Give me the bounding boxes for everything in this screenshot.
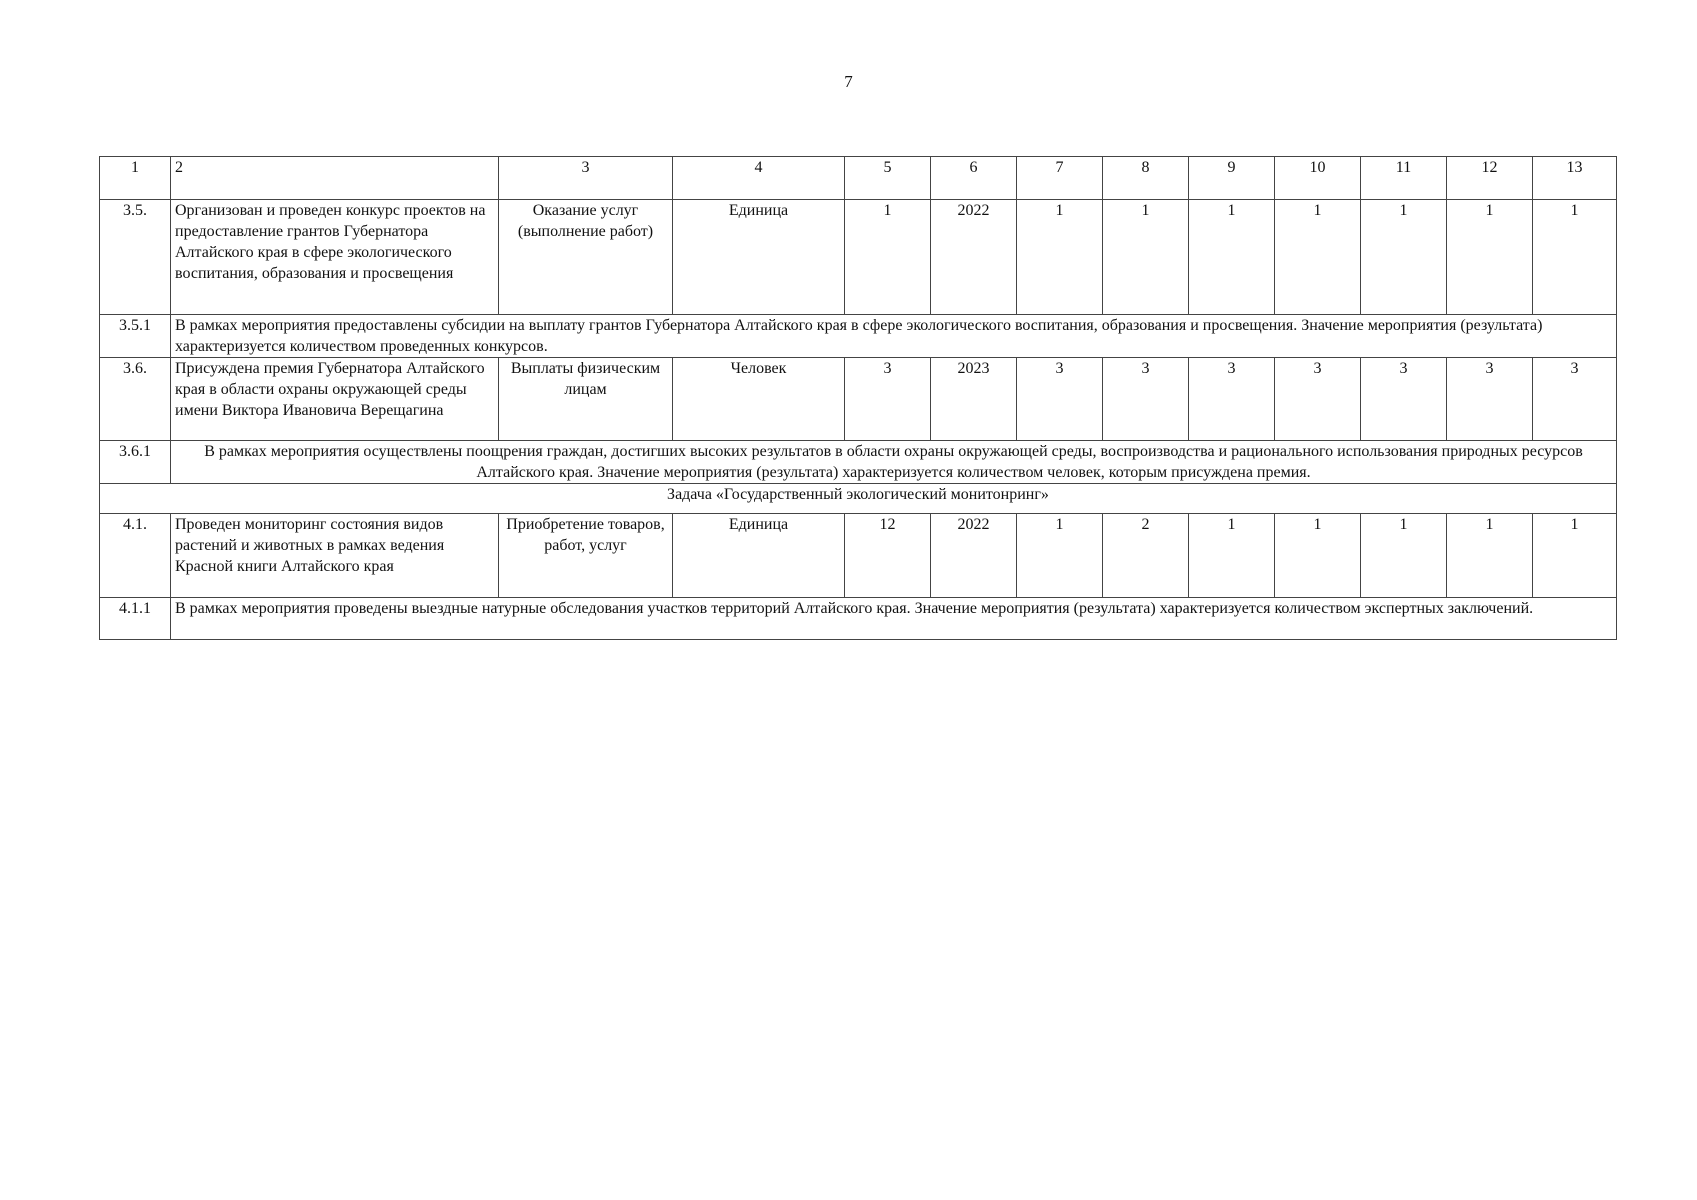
value-cell: 3	[1361, 358, 1447, 441]
value-cell: 2	[1103, 514, 1189, 598]
description-row	[100, 598, 1617, 640]
description-row	[100, 315, 1617, 358]
header-cell: 12	[1447, 157, 1533, 200]
base-value: 1	[845, 200, 931, 315]
value-cell: 1	[1103, 200, 1189, 315]
header-cell: 2	[171, 157, 499, 200]
description-text: В рамках мероприятия предоставлены субсидии на выплату грантов Губернатора Алтайского края в сфере экологического воспитания, образования и просвещения. Значение мероприятия (результата) характеризуется количеством проведенных конкурсов.	[171, 315, 1617, 358]
base-year: 2022	[931, 200, 1017, 315]
value-cell: 3	[1533, 358, 1617, 441]
event-type: Оказание услуг (выполнение работ)	[499, 200, 673, 315]
value-cell: 3	[1017, 358, 1103, 441]
value-cell: 1	[1017, 514, 1103, 598]
event-name: Проведен мониторинг состояния видов растений и животных в рамках ведения Красной книги Алтайского края	[171, 514, 499, 598]
row-number: 3.6.1	[100, 441, 171, 484]
event-type: Приобретение товаров, работ, услуг	[499, 514, 673, 598]
header-cell: 8	[1103, 157, 1189, 200]
base-year: 2022	[931, 514, 1017, 598]
value-cell: 3	[1447, 358, 1533, 441]
value-cell: 3	[1189, 358, 1275, 441]
value-cell: 1	[1447, 514, 1533, 598]
page-number: 7	[844, 72, 853, 91]
value-cell: 1	[1533, 514, 1617, 598]
value-cell: 1	[1189, 200, 1275, 315]
column-number-row	[100, 157, 1617, 200]
value-cell: 3	[1103, 358, 1189, 441]
description-text: В рамках мероприятия осуществлены поощрения граждан, достигших высоких результатов в области охраны окружающей среды, воспроизводства и рационального использования природных ресурсов Алтайского края. Значение мероприятия (результата) характеризуется количеством человек, которым присуждена премия.	[171, 441, 1617, 484]
row-number: 4.1.	[100, 514, 171, 598]
header-cell: 4	[673, 157, 845, 200]
task-heading-row	[100, 484, 1617, 514]
header-cell: 10	[1275, 157, 1361, 200]
event-name: Организован и проведен конкурс проектов на предоставление грантов Губернатора Алтайского края в сфере экологического воспитания, образования и просвещения	[171, 200, 499, 315]
value-cell: 1	[1017, 200, 1103, 315]
event-type: Выплаты физическим лицам	[499, 358, 673, 441]
value-cell: 3	[1275, 358, 1361, 441]
row-number: 3.5.1	[100, 315, 171, 358]
row-number: 3.6.	[100, 358, 171, 441]
table-row	[100, 200, 1617, 315]
value-cell: 1	[1275, 514, 1361, 598]
table-row	[100, 514, 1617, 598]
base-value: 3	[845, 358, 931, 441]
task-heading: Задача «Государственный экологический монитонринг»	[100, 484, 1617, 514]
header-cell: 9	[1189, 157, 1275, 200]
unit: Единица	[673, 514, 845, 598]
description-row	[100, 441, 1617, 484]
header-cell: 5	[845, 157, 931, 200]
unit: Единица	[673, 200, 845, 315]
row-number: 3.5.	[100, 200, 171, 315]
value-cell: 1	[1447, 200, 1533, 315]
header-cell: 1	[100, 157, 171, 200]
base-year: 2023	[931, 358, 1017, 441]
event-name: Присуждена премия Губернатора Алтайского края в области охраны окружающей среды имени Виктора Ивановича Верещагина	[171, 358, 499, 441]
base-value: 12	[845, 514, 931, 598]
row-number: 4.1.1	[100, 598, 171, 640]
table-row	[100, 358, 1617, 441]
value-cell: 1	[1275, 200, 1361, 315]
unit: Человек	[673, 358, 845, 441]
header-cell: 6	[931, 157, 1017, 200]
header-cell: 7	[1017, 157, 1103, 200]
description-text: В рамках мероприятия проведены выездные натурные обследования участков территорий Алтайского края. Значение мероприятия (результата) характеризуется количеством экспертных заключений.	[171, 598, 1617, 640]
value-cell: 1	[1533, 200, 1617, 315]
value-cell: 1	[1361, 514, 1447, 598]
value-cell: 1	[1361, 200, 1447, 315]
header-cell: 13	[1533, 157, 1617, 200]
value-cell: 1	[1189, 514, 1275, 598]
header-cell: 3	[499, 157, 673, 200]
header-cell: 11	[1361, 157, 1447, 200]
indicators-table	[99, 156, 1617, 640]
